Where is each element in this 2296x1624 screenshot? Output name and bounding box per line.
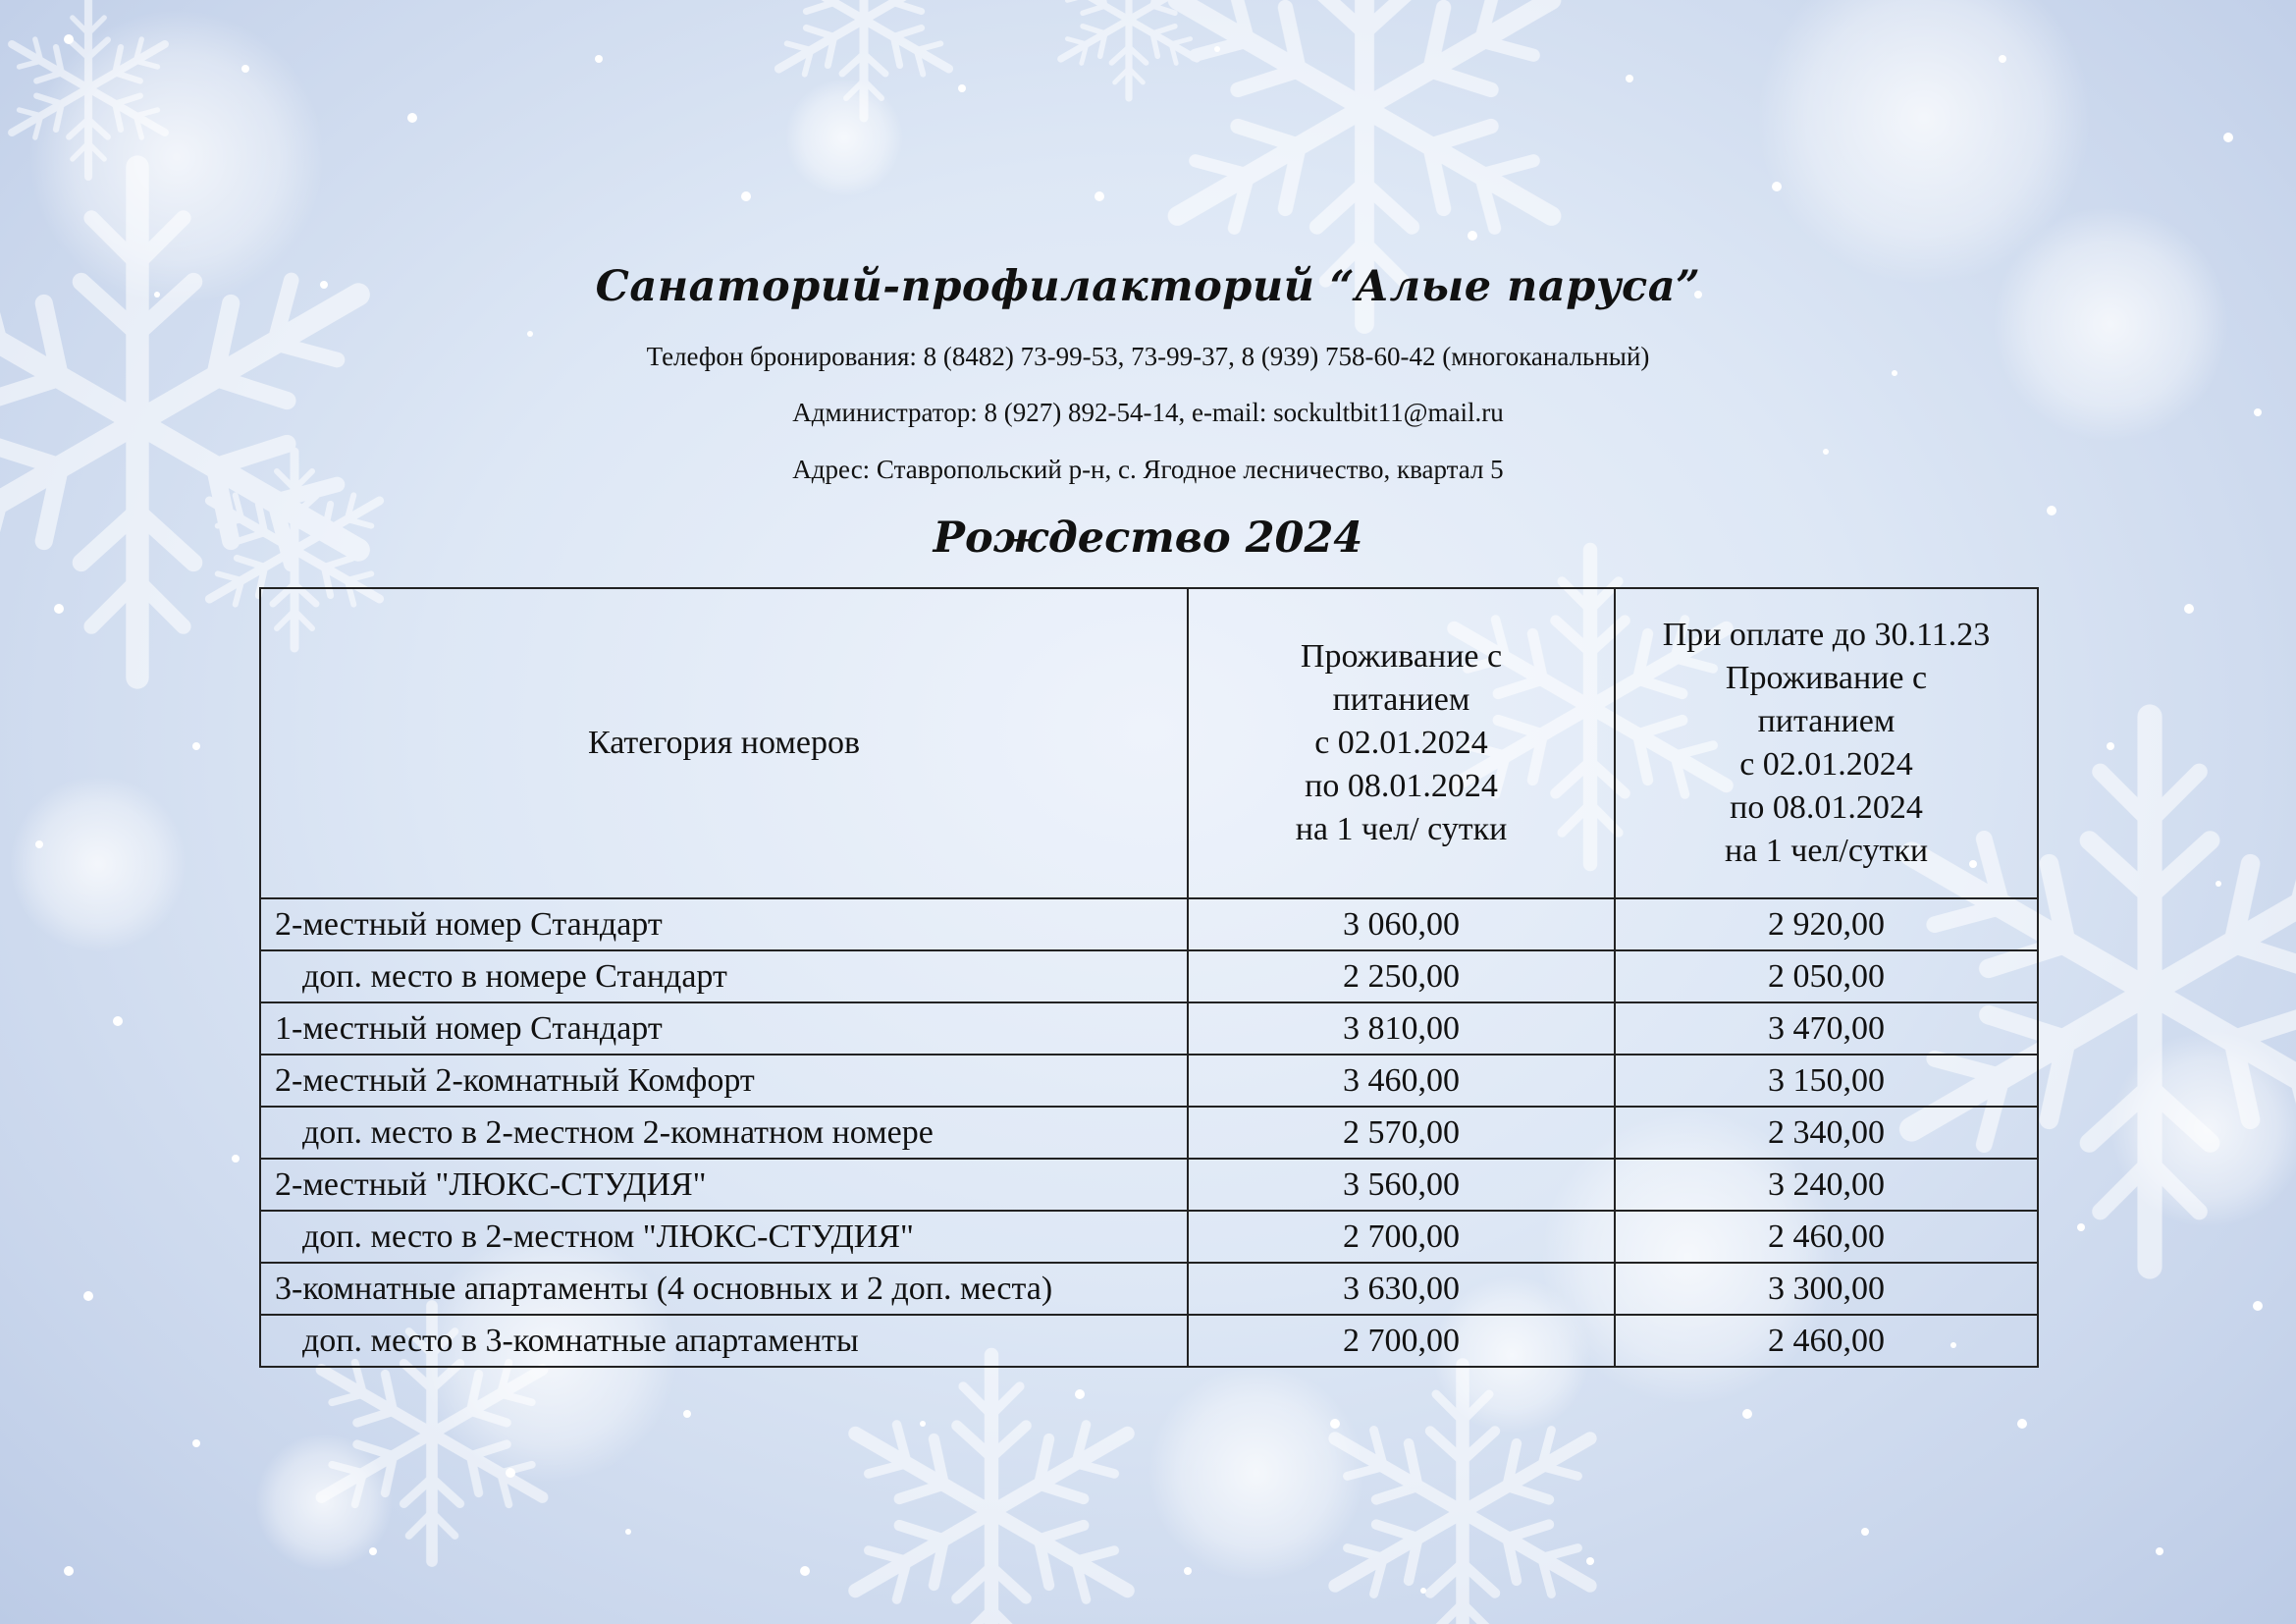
room-category: 2-местный "ЛЮКС-СТУДИЯ"	[260, 1159, 1188, 1211]
room-early-price: 2 340,00	[1615, 1107, 2038, 1159]
room-early-price: 2 050,00	[1615, 950, 2038, 1002]
page-title: Санаторий-профилакторий “Алые паруса”	[595, 262, 1701, 311]
room-category: 3-комнатные апартаменты (4 основных и 2 доп. места)	[260, 1263, 1188, 1315]
table-row	[260, 1315, 2038, 1367]
room-price: 2 700,00	[1188, 1315, 1615, 1367]
table-row	[260, 898, 2038, 950]
room-price: 2 700,00	[1188, 1211, 1615, 1263]
room-category: доп. место в 2-местном "ЛЮКС-СТУДИЯ"	[260, 1211, 1188, 1263]
admin-contact: Администратор: 8 (927) 892-54-14, e-mail: sockultbit11@mail.ru	[792, 398, 1504, 427]
header-price: Проживание с питанием с 02.01.2024 по 08.01.2024 на 1 чел/ сутки	[1188, 588, 1615, 898]
room-category: 2-местный 2-комнатный Комфорт	[260, 1055, 1188, 1107]
room-price: 3 560,00	[1188, 1159, 1615, 1211]
price-table	[259, 587, 2039, 1368]
table-row	[260, 950, 2038, 1002]
room-category: доп. место в 3-комнатные апартаменты	[260, 1315, 1188, 1367]
room-early-price: 3 470,00	[1615, 1002, 2038, 1055]
room-price: 3 460,00	[1188, 1055, 1615, 1107]
room-price: 3 810,00	[1188, 1002, 1615, 1055]
room-early-price: 2 460,00	[1615, 1211, 2038, 1263]
room-early-price: 3 150,00	[1615, 1055, 2038, 1107]
room-price: 3 060,00	[1188, 898, 1615, 950]
table-row	[260, 1211, 2038, 1263]
room-price: 2 570,00	[1188, 1107, 1615, 1159]
room-early-price: 3 300,00	[1615, 1263, 2038, 1315]
table-row	[260, 1159, 2038, 1211]
table-row	[260, 1002, 2038, 1055]
event-title: Рождество 2024	[933, 514, 1363, 563]
table-header-row	[260, 588, 2038, 898]
header-category: Категория номеров	[260, 588, 1188, 898]
room-early-price: 2 920,00	[1615, 898, 2038, 950]
room-category: доп. место в 2-местном 2-комнатном номере	[260, 1107, 1188, 1159]
room-price: 3 630,00	[1188, 1263, 1615, 1315]
table-row	[260, 1107, 2038, 1159]
room-category: доп. место в номере Стандарт	[260, 950, 1188, 1002]
header-early-price: При оплате до 30.11.23 Проживание с питанием с 02.01.2024 по 08.01.2024 на 1 чел/сутки	[1615, 588, 2038, 898]
room-price: 2 250,00	[1188, 950, 1615, 1002]
table-row	[260, 1055, 2038, 1107]
table-row	[260, 1263, 2038, 1315]
room-early-price: 3 240,00	[1615, 1159, 2038, 1211]
room-early-price: 2 460,00	[1615, 1315, 2038, 1367]
room-category: 2-местный номер Стандарт	[260, 898, 1188, 950]
address: Адрес: Ставропольский р-н, с. Ягодное лесничество, квартал 5	[792, 455, 1504, 484]
booking-phone: Телефон бронирования: 8 (8482) 73-99-53, 73-99-37, 8 (939) 758-60-42 (многоканальный)	[646, 342, 1650, 371]
room-category: 1-местный номер Стандарт	[260, 1002, 1188, 1055]
